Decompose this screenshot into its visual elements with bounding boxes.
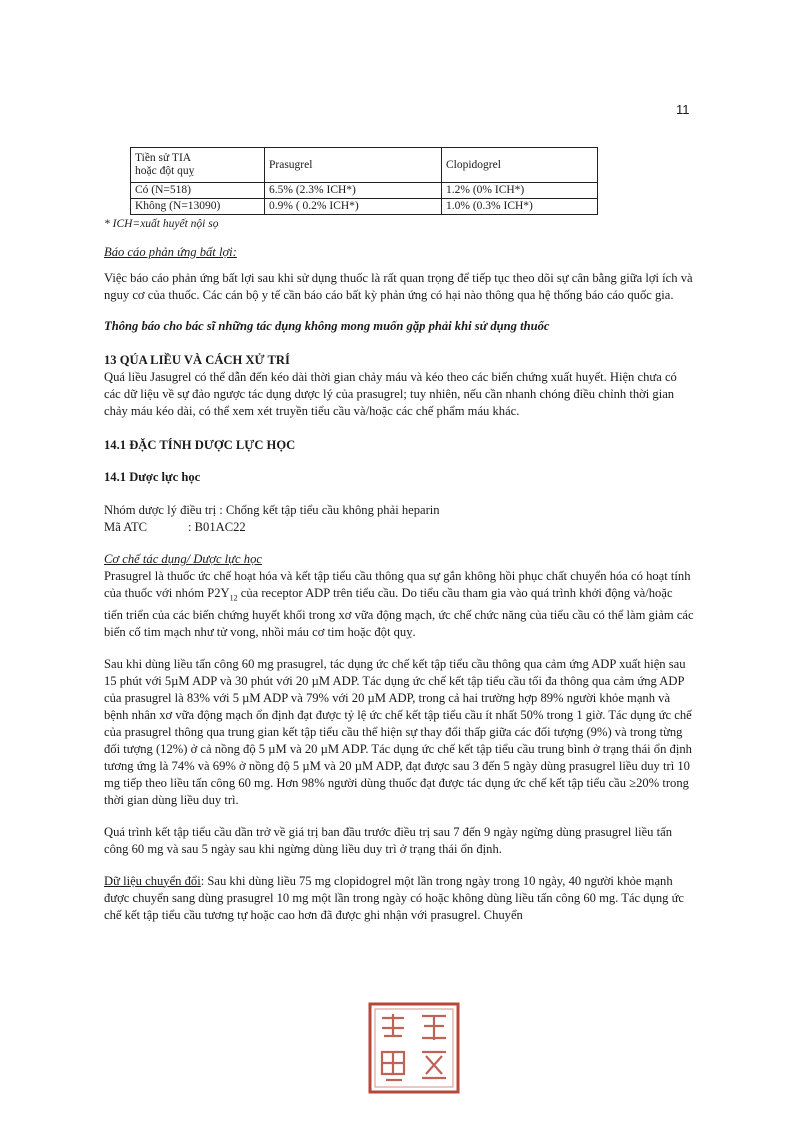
- switching-text: : Sau khi dùng liều 75 mg clopidogrel một lần trong ngày trong 10 ngày, 40 người khỏe mạnh được chuyển sang dùng prasugrel 10 mg một lần trong ngày có hoặc không dùng liều tấn công 60 mg. Tác dụng ức chế kết tập tiểu cầu tương tự hoặc cao hơn đã được ghi nhận với prasugrel. Chuyển: [104, 873, 685, 922]
- atc-value: : B01AC22: [188, 520, 246, 534]
- pharmacology-title: 14.1 ĐẶC TÍNH DƯỢC LỰC HỌC: [104, 438, 296, 452]
- table-cell: 1.0% (0.3% ICH*): [442, 199, 598, 215]
- table-cell: 0.9% ( 0.2% ICH*): [265, 199, 442, 215]
- switching-label: Dữ liệu chuyển đổi: [104, 873, 201, 888]
- adverse-report-text: Việc báo cáo phản ứng bất lợi sau khi sử dụng thuốc là rất quan trọng để tiếp tục theo dõi sự cân bằng giữa lợi ích và nguy cơ của thuốc. Các cán bộ y tế cần báo cáo bất kỳ phản ứng có hại nào thông qua hệ thống báo cáo quốc gia.: [104, 271, 693, 302]
- overdose-title: 13 QÚA LIỀU VÀ CÁCH XỬ TRÍ: [104, 353, 290, 367]
- mechanism-text-part-2: của receptor ADP trên tiểu cầu. Do tiểu cầu tham gia vào quá trình khởi động và/hoặc tiến triển của các biến chứng huyết khối trong xơ vữa động mạch, ức chế chức năng của tiểu cầu có thể làm giảm các biến cố tim mạch như tử vong, nhồi máu cơ tim hoặc đột quỵ.: [104, 586, 694, 639]
- mechanism-heading: Cơ chế tác dụng/ Dược lực học: [104, 552, 262, 566]
- table-header-row: [131, 148, 598, 183]
- header-line-2: hoặc đột quỵ: [135, 165, 195, 177]
- switching-paragraph: [104, 873, 694, 924]
- mechanism-subscript: 12: [229, 593, 238, 603]
- overdose-text: Quá liều Jasugrel có thể dẫn đến kéo dài thời gian chảy máu và kéo theo các biến chứng xuất huyết. Hiện chưa có các dữ liệu về sự đảo ngược tác dụng dược lý của prasugrel; tuy nhiên, nếu cần nhanh chóng điều chỉnh thời gian chảy máu kéo dài, có thể xem xét truyền tiểu cầu và/hoặc các chế phẩm máu khác.: [104, 370, 677, 418]
- mechanism-text-part-1: Prasugrel là thuốc ức chế hoạt hóa và kết tập tiểu cầu thông qua sự gắn không hồi phục chất chuyển hóa có hoạt tính của thuốc với nhóm P2Y: [104, 569, 691, 600]
- header-line-1: Tiền sử TIA: [135, 152, 192, 164]
- table-header-cell: [131, 148, 265, 183]
- seal-stamp-icon: [366, 1000, 462, 1096]
- mechanism-text: [104, 568, 694, 641]
- atc-label: Mã ATC: [104, 520, 148, 534]
- bleeding-table: [130, 147, 598, 215]
- recovery-paragraph: Quá trình kết tập tiểu cầu dần trở về giá trị ban đầu trước điều trị sau 7 đến 9 ngày ngừng dùng prasugrel liều tấn công 60 mg và sau 5 ngày sau khi ngừng dùng liều duy trì ở trạng thái ổn định.: [104, 824, 672, 856]
- table-footnote: * ICH=xuất huyết nội sọ: [104, 218, 219, 230]
- physician-notice: Thông báo cho bác sĩ những tác dụng không mong muốn gặp phải khi sử dụng thuốc: [104, 319, 550, 333]
- table-cell: 6.5% (2.3% ICH*): [265, 183, 442, 199]
- atc-code-row: [104, 519, 694, 536]
- table-cell: 1.2% (0% ICH*): [442, 183, 598, 199]
- table-row: [131, 199, 598, 215]
- page-number: 11: [676, 102, 690, 117]
- table-row: [131, 183, 598, 199]
- loading-dose-paragraph: Sau khi dùng liều tấn công 60 mg prasugrel, tác dụng ức chế kết tập tiểu cầu thông qua cảm ứng ADP xuất hiện sau 15 phút với 5µM ADP và 30 phút với 20 µM ADP. Tác dụng ức chế kết tập tiểu cầu tối đa thông qua cảm ứng ADP của prasugrel là 83% với 5 µM ADP và 79% với 20 µM ADP, trong cả hai trường hợp 89% người khỏe mạnh và bệnh nhân xơ vữa động mạch ổn định đạt được tỷ lệ ức chế kết tập tiểu cầu ít nhất 50% trong 1 giờ. Tác dụng ức chế của prasugrel thông qua trung gian kết tập tiểu cầu thể hiện sự thay đổi thấp giữa các đối tượng (9%) và trong từng đối tượng (12%) ở cả nồng độ 5 µM và 20 µM ADP. Tác dụng ức chế kết tập tiểu cầu trung bình ở trạng thái ổn định tương ứng là 74% và 69% ở nồng độ 5 µM và 20 µM ADP, đạt được sau 3 đến 5 ngày dùng prasugrel liều duy trì 10 mg tiếp theo liều tấn công 60 mg. Hơn 98% người dùng thuốc đạt được tác dụng ức chế kết tập tiểu cầu ≥20% trong thời gian dùng liều duy trì.: [104, 656, 692, 807]
- table-header-cell: Clopidogrel: [442, 148, 598, 183]
- pharmacology-subtitle: 14.1 Dược lực học: [104, 470, 201, 484]
- document-body: [104, 244, 694, 924]
- table-cell: Không (N=13090): [131, 199, 265, 215]
- pharmacologic-group: Nhóm dược lý điều trị : Chống kết tập tiểu cầu không phải heparin: [104, 503, 440, 517]
- table-header-cell: Prasugrel: [265, 148, 442, 183]
- adverse-report-heading: Báo cáo phản ứng bất lợi:: [104, 245, 237, 259]
- table-cell: Có (N=518): [131, 183, 265, 199]
